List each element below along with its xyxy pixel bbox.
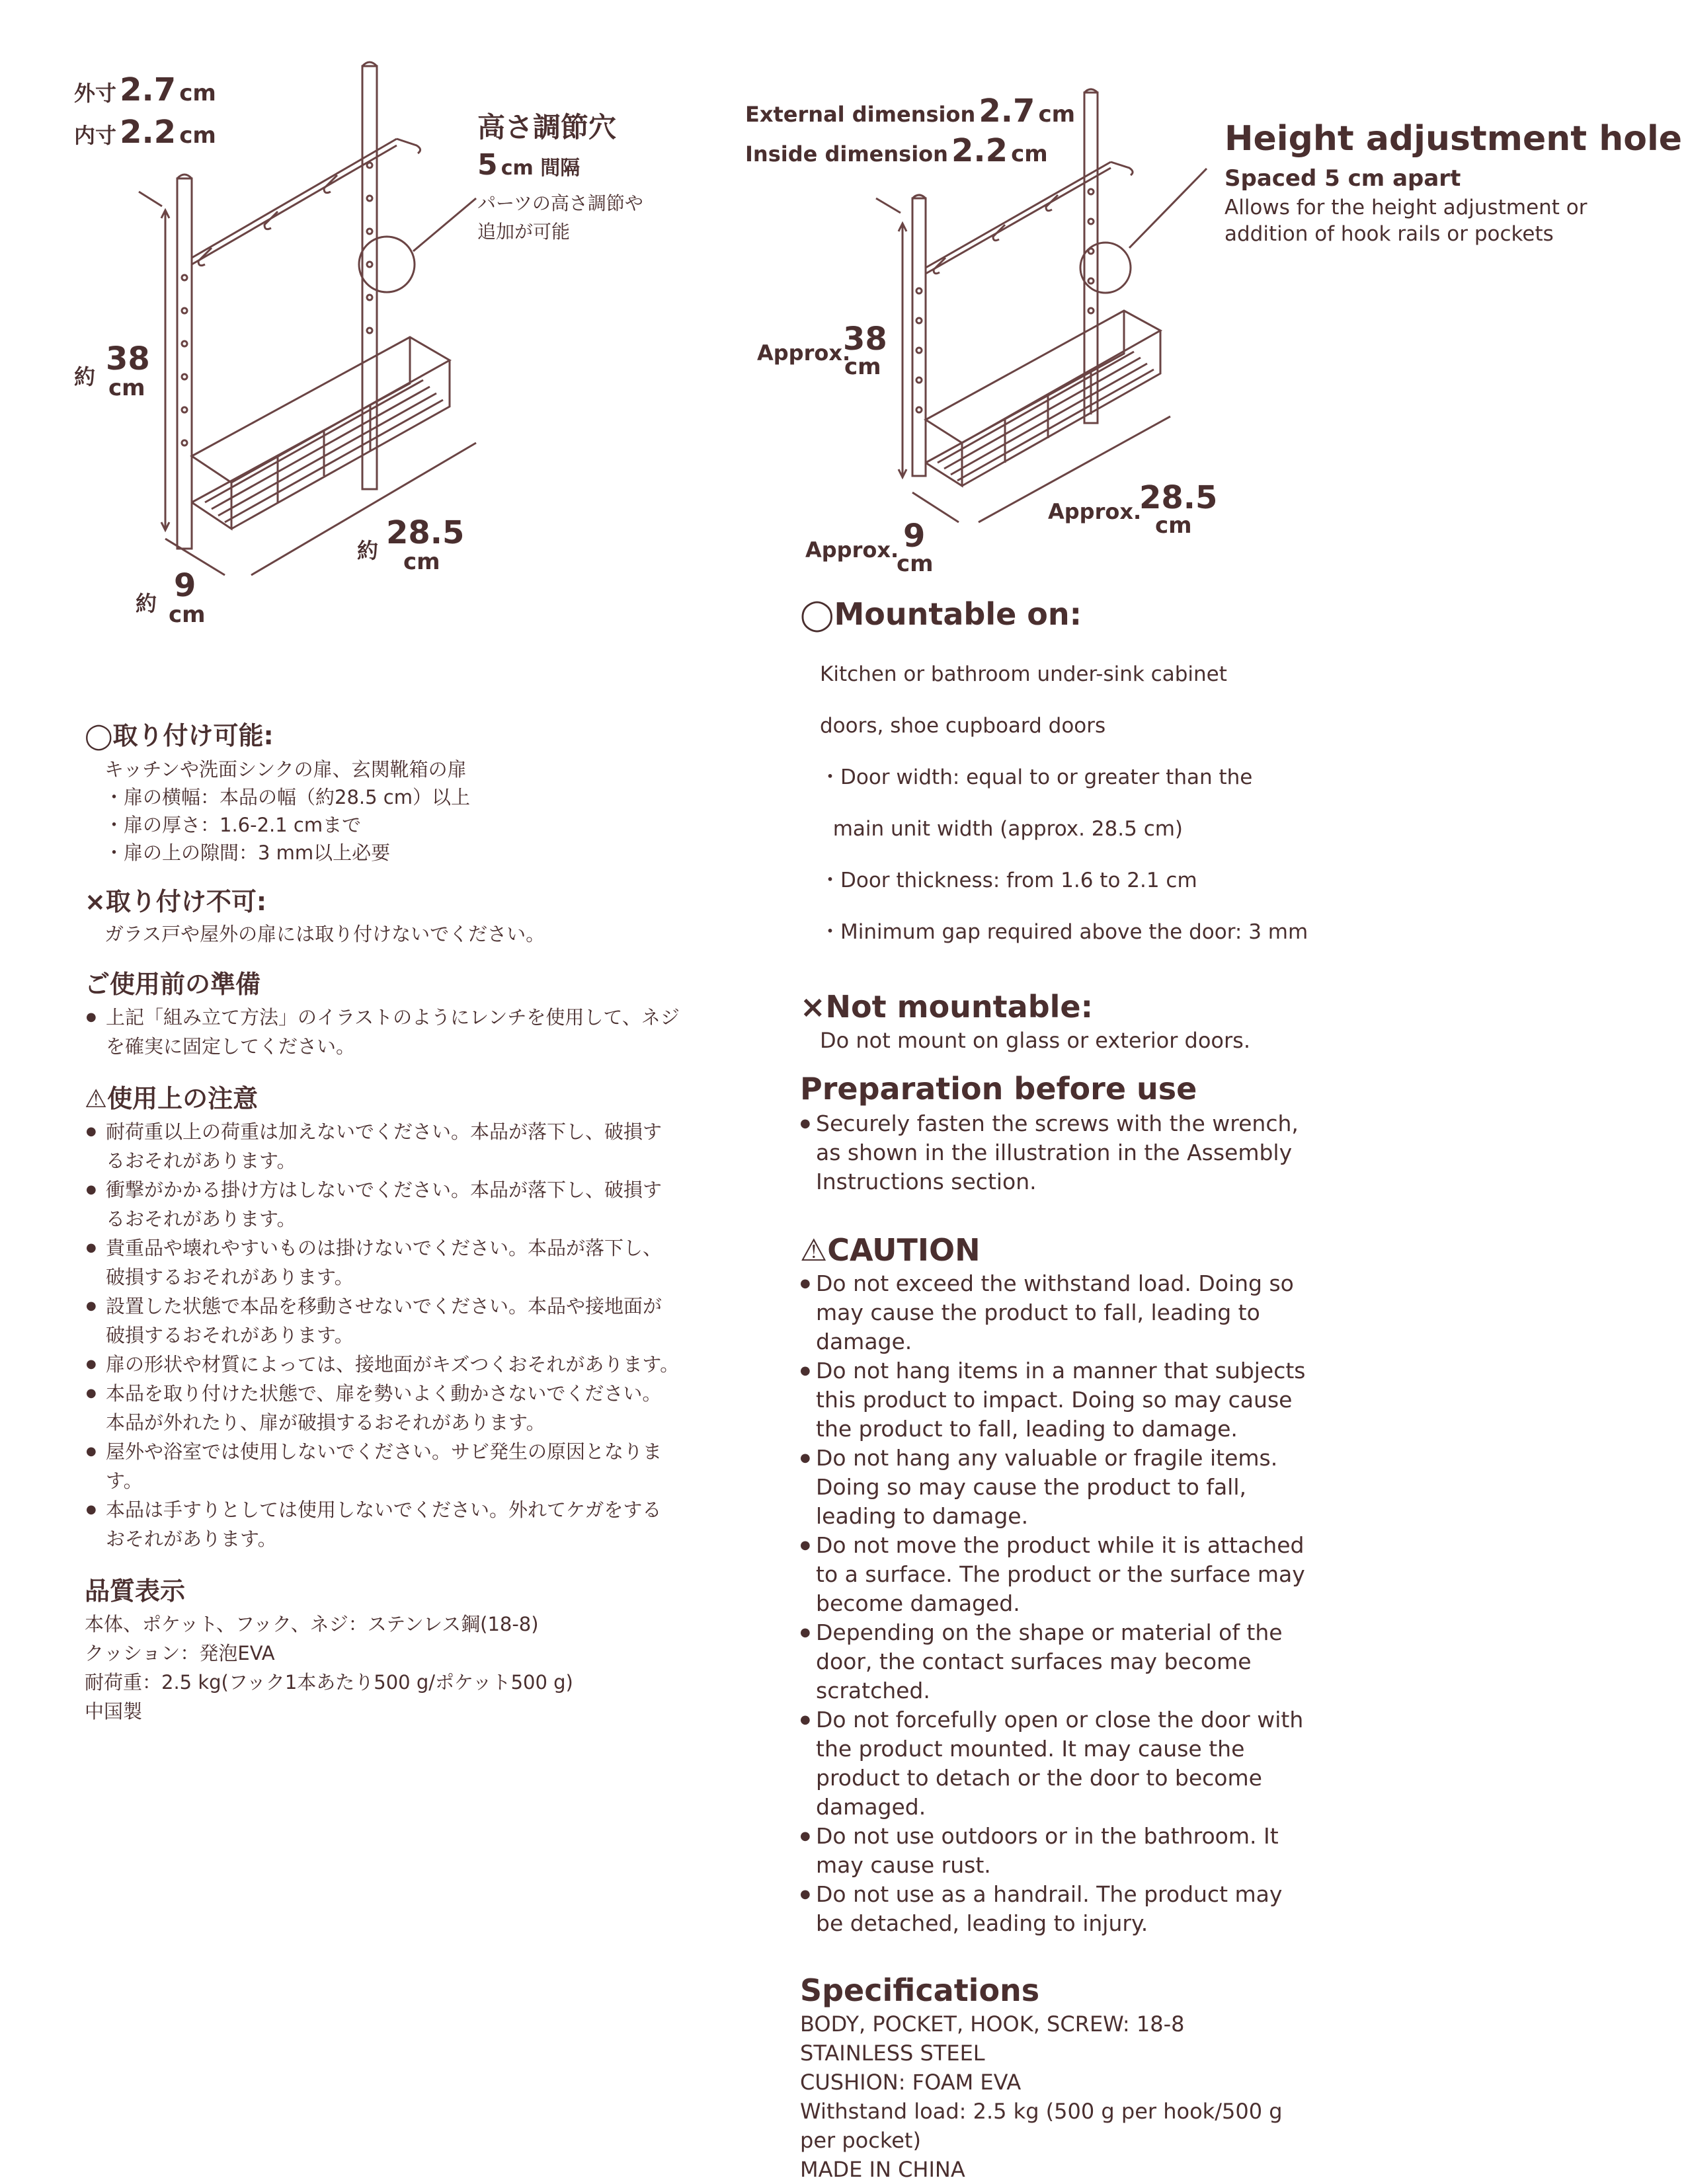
jp-spec-line: 中国製 xyxy=(85,1700,143,1723)
en-mount-list xyxy=(800,636,1316,970)
jp-width-unit: cm xyxy=(403,549,440,575)
en-mount-line: doors, shoe cupboard doors xyxy=(820,714,1106,738)
jp-caution-item: ● 本品は手すりとしては使用しないでください。外れてケガをするおそれがあります。 xyxy=(85,1495,680,1553)
en-width-approx: Approx. xyxy=(1048,499,1142,524)
jp-height-approx: 約 xyxy=(74,364,96,389)
jp-hole-spacing-value: 5 xyxy=(477,148,498,182)
en-nomount-text: Do not mount on glass or exterior doors. xyxy=(820,1028,1250,1053)
jp-caution-item: ● 屋外や浴室では使用しないでください。サビ発生の原因となります。 xyxy=(85,1437,680,1495)
en-caution-item: ● Do not move the product while it is attached to a surface. The product or the surface may become damaged. xyxy=(800,1531,1316,1618)
en-hole-title: Height adjustment hole xyxy=(1224,119,1683,159)
en-inner-dimension xyxy=(745,132,1048,169)
jp-mount-heading: ◯取り付け可能: xyxy=(85,721,274,750)
jp-prep-list xyxy=(85,1003,680,1061)
en-hole-callout xyxy=(1224,119,1682,247)
en-spec-line: BODY, POCKET, HOOK, SCREW: 18-8 xyxy=(800,2011,1185,2037)
jp-hole-spacing-unit: cm 間隔 xyxy=(501,157,581,180)
jp-caution-item: ● 貴重品や壊れやすいものは掛けないでください。本品が落下し、破損するおそれがあります。 xyxy=(85,1233,680,1292)
en-mount-line: ・Door thickness: from 1.6 to 2.1 cm xyxy=(820,869,1197,892)
en-caution-heading: ⚠CAUTION xyxy=(800,1232,981,1268)
en-width-value: 28.5 xyxy=(1139,479,1218,516)
en-prep-list xyxy=(800,1109,1316,1196)
jp-caution-item: ● 設置した状態で本品を移動させないでください。本品や接地面が破損するおそれがあります。 xyxy=(85,1292,680,1350)
en-spec-heading: Specifications xyxy=(800,1972,1040,2008)
jp-hole-desc-2: 追加が可能 xyxy=(477,221,571,243)
en-hole-spacing: Spaced 5 cm apart xyxy=(1224,165,1461,192)
jp-nomount-text: ガラス戸や屋外の扉には取り付けないでください。 xyxy=(104,923,545,945)
en-prep-heading: Preparation before use xyxy=(800,1071,1197,1107)
jp-mount-line: ・扉の厚さ：1.6-2.1 cmまで xyxy=(104,814,362,836)
jp-spec-line: クッション：発泡EVA xyxy=(85,1642,275,1664)
jp-prep-item: ● 上記「組み立て方法」のイラストのようにレンチを使用して、ネジを確実に固定してください。 xyxy=(85,1003,680,1061)
jp-hole-desc-1: パーツの高さ調節や xyxy=(477,192,643,214)
en-caution-item: ● Do not use outdoors or in the bathroom. It may cause rust. xyxy=(800,1822,1316,1880)
jp-inner-value: 2.2 xyxy=(120,114,177,151)
jp-inner-unit: cm xyxy=(179,122,216,149)
en-width-unit: cm xyxy=(1155,512,1192,539)
jp-caution-heading: ⚠使用上の注意 xyxy=(85,1084,259,1113)
jp-hole-title: 高さ調節穴 xyxy=(477,111,617,143)
en-mount-line: ・Minimum gap required above the door: 3 mm xyxy=(820,920,1308,944)
en-depth-value: 9 xyxy=(903,518,926,555)
en-outer-label: External dimension xyxy=(745,102,976,127)
en-hole-desc-2: addition of hook rails or pockets xyxy=(1224,222,1554,246)
jp-mount-line: キッチンや洗面シンクの扉、玄関靴箱の扉 xyxy=(104,758,467,781)
jp-depth-unit: cm xyxy=(169,602,206,628)
en-mount-line: ・Door width: equal to or greater than the xyxy=(820,765,1253,789)
jp-height-value: 38 xyxy=(106,340,150,377)
en-depth-approx: Approx. xyxy=(805,537,899,563)
en-hole-desc-1: Allows for the height adjustment or xyxy=(1224,196,1587,219)
en-spec-line: STAINLESS STEEL xyxy=(800,2041,985,2066)
en-height-unit: cm xyxy=(844,354,881,380)
jp-mount-line: ・扉の横幅：本品の幅（約28.5 cm）以上 xyxy=(104,786,470,808)
en-nomount-heading: ×Not mountable: xyxy=(800,989,1093,1025)
jp-caution-item: ● 耐荷重以上の荷重は加えないでください。本品が落下し、破損するおそれがあります。 xyxy=(85,1117,680,1175)
jp-nomount-heading: ×取り付け不可: xyxy=(85,887,267,916)
en-spec-line: per pocket) xyxy=(800,2128,921,2153)
en-caution-item: ● Do not hang any valuable or fragile items. Doing so may cause the product to fall, leading to damage. xyxy=(800,1444,1316,1531)
en-mount-line: Kitchen or bathroom under-sink cabinet xyxy=(820,662,1227,686)
en-text-column xyxy=(800,596,1316,2184)
en-depth-unit: cm xyxy=(897,551,934,577)
en-inner-label: Inside dimension xyxy=(745,141,948,167)
jp-depth-value: 9 xyxy=(174,567,196,604)
en-spec-line: Withstand load: 2.5 kg (500 g per hook/500 g xyxy=(800,2099,1283,2124)
en-height-approx: Approx. xyxy=(757,340,851,366)
jp-depth-approx: 約 xyxy=(136,591,157,616)
en-caution-item: ● Do not hang items in a manner that subjects this product to impact. Doing so may cause the product to fall, leading to damage. xyxy=(800,1356,1316,1444)
jp-inner-label: 内寸 xyxy=(74,123,117,148)
en-outer-unit: cm xyxy=(1038,101,1076,128)
en-caution-list xyxy=(800,1269,1316,1938)
en-outer-dimension xyxy=(745,93,1075,130)
jp-text-column xyxy=(85,715,680,1726)
en-mount-line: main unit width (approx. 28.5 cm) xyxy=(820,817,1184,841)
en-caution-item: ● Do not exceed the withstand load. Doing so may cause the product to fall, leading to damage. xyxy=(800,1269,1316,1356)
en-spec-line: MADE IN CHINA xyxy=(800,2157,965,2182)
jp-width-approx: 約 xyxy=(357,538,379,563)
en-prep-item: ● Securely fasten the screws with the wrench, as shown in the illustration in the Assembly Instructions section. xyxy=(800,1109,1316,1196)
jp-width-value: 28.5 xyxy=(386,514,465,551)
jp-caution-list xyxy=(85,1117,680,1553)
en-caution-item: ● Depending on the shape or material of the door, the contact surfaces may become scratched. xyxy=(800,1618,1316,1705)
en-caution-item: ● Do not forcefully open or close the door with the product mounted. It may cause the product to detach or the door to become damaged. xyxy=(800,1705,1316,1822)
jp-prep-heading: ご使用前の準備 xyxy=(85,970,261,999)
jp-outer-value: 2.7 xyxy=(120,71,177,108)
jp-spec-line: 本体、ポケット、フック、ネジ：ステンレス鋼(18-8) xyxy=(85,1613,539,1635)
en-outer-value: 2.7 xyxy=(979,93,1035,130)
en-inner-unit: cm xyxy=(1011,141,1048,167)
en-height-value: 38 xyxy=(843,321,887,358)
jp-mount-line: ・扉の上の隙間：3 mm以上必要 xyxy=(104,841,391,864)
jp-spec-heading: 品質表示 xyxy=(85,1577,186,1606)
jp-caution-item: ● 本品を取り付けた状態で、扉を勢いよく動かさないでください。本品が外れたり、扉が破損するおそれがあります。 xyxy=(85,1379,680,1437)
jp-outer-label: 外寸 xyxy=(74,81,117,106)
en-caution-item: ● Do not use as a handrail. The product may be detached, leading to injury. xyxy=(800,1880,1316,1938)
jp-spec-line: 耐荷重：2.5 kg(フック1本あたり500 g/ポケット500 g) xyxy=(85,1671,573,1694)
jp-caution-item: ● 扉の形状や材質によっては、接地面がキズつくおそれがあります。 xyxy=(85,1350,680,1379)
jp-outer-unit: cm xyxy=(179,80,216,106)
en-inner-value: 2.2 xyxy=(951,132,1008,169)
jp-caution-item: ● 衝撃がかかる掛け方はしないでください。本品が落下し、破損するおそれがあります。 xyxy=(85,1175,680,1233)
jp-height-unit: cm xyxy=(108,375,145,401)
en-mount-heading: ◯Mountable on: xyxy=(800,596,1082,632)
en-spec-line: CUSHION: FOAM EVA xyxy=(800,2070,1022,2095)
